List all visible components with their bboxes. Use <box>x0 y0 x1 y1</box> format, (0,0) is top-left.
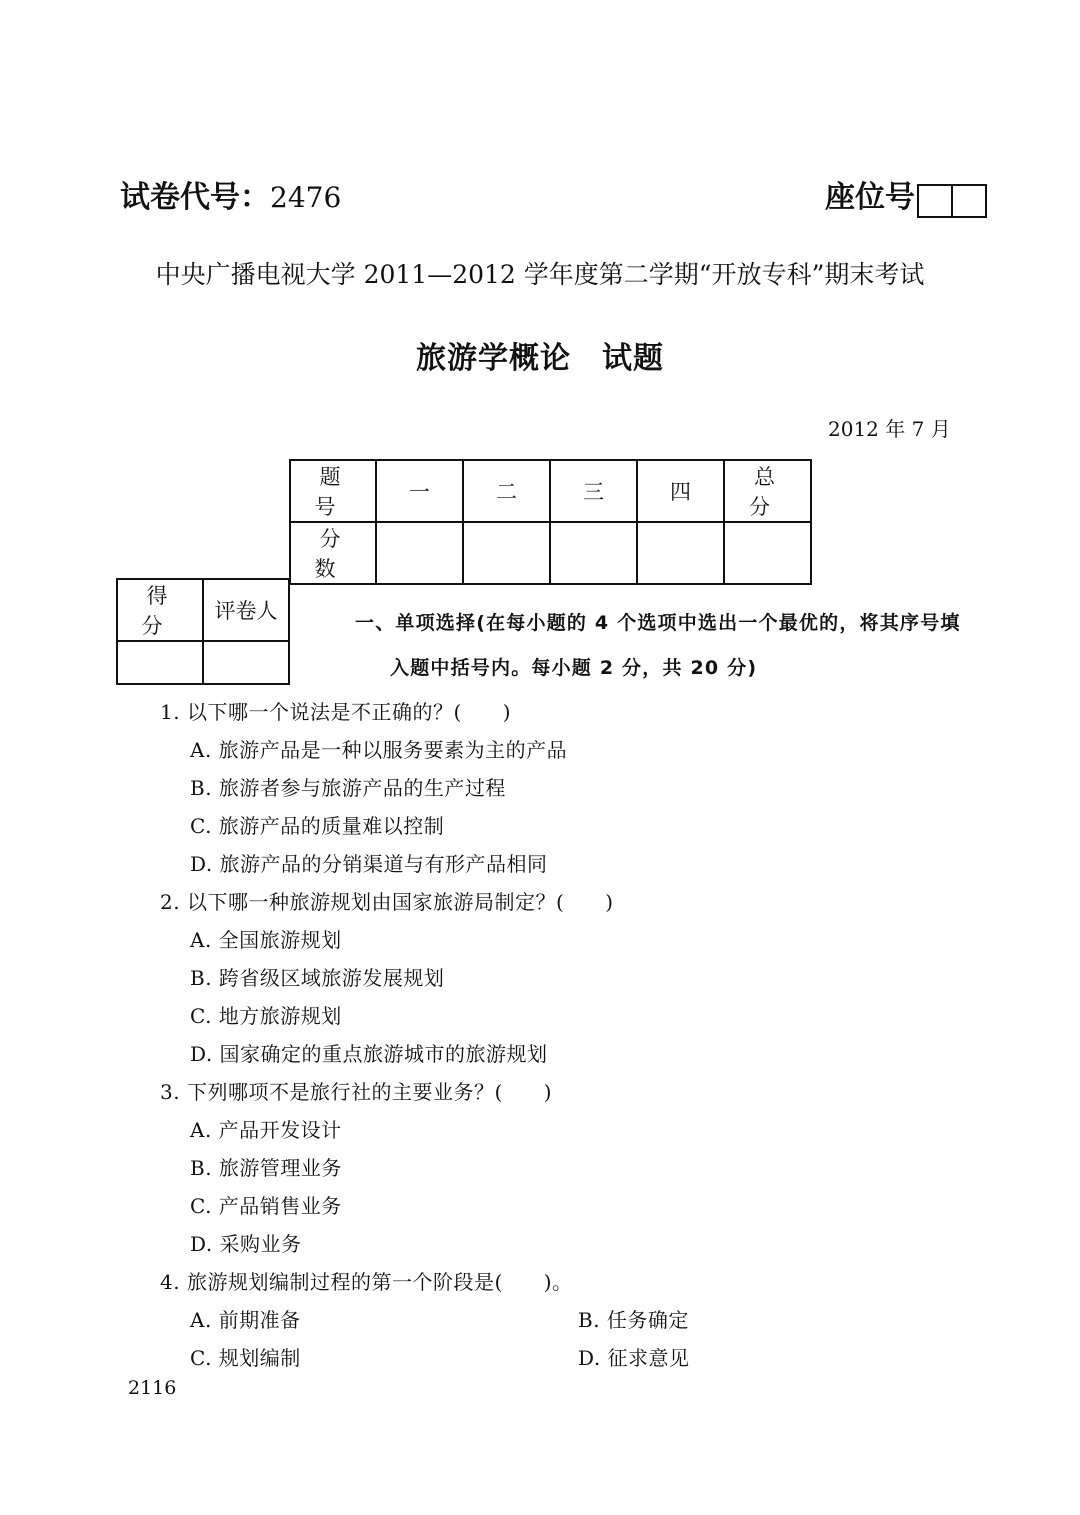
question-option: C. 旅游产品的质量难以控制 <box>190 814 445 838</box>
question-stem: 2. 以下哪一种旅游规划由国家旅游局制定？( ) <box>160 890 614 914</box>
question-option: B. 旅游者参与旅游产品的生产过程 <box>190 776 506 800</box>
score-table-cell: 二 <box>463 460 550 522</box>
seat-number-boxes <box>917 184 987 216</box>
question-option: B. 任务确定 <box>578 1308 689 1332</box>
question-stem: 3. 下列哪项不是旅行社的主要业务？( ) <box>160 1080 553 1104</box>
seat-label: 座位号 <box>825 180 915 215</box>
question-option: C. 地方旅游规划 <box>190 1004 342 1028</box>
question-option: C. 产品销售业务 <box>190 1194 342 1218</box>
question-stem: 1. 以下哪一个说法是不正确的？( ) <box>160 700 512 724</box>
exam-header: 中央广播电视大学 2011—2012 学年度第二学期“开放专科”期末考试 <box>155 260 925 289</box>
paper-code-number: 2476 <box>270 181 342 214</box>
score-input-cell[interactable] <box>550 522 637 584</box>
question-option: D. 采购业务 <box>190 1232 302 1256</box>
grader-table <box>116 578 290 685</box>
subject-title: 旅游学概论 试题 <box>416 341 664 376</box>
score-input-cell[interactable] <box>637 522 724 584</box>
score-table-cell: 四 <box>637 460 724 522</box>
question-option: D. 征求意见 <box>578 1346 690 1370</box>
grader-table-cell: 得 分 <box>117 579 203 641</box>
score-table-cell: 总 分 <box>724 460 811 522</box>
seat-box <box>953 184 987 218</box>
score-table-cell: 一 <box>376 460 463 522</box>
score-table-cell: 分 数 <box>290 522 376 584</box>
question-option: A. 前期准备 <box>190 1308 301 1332</box>
grader-table-input-row <box>117 641 289 684</box>
paper-code-label: 试卷代号： <box>120 180 270 215</box>
score-input-cell[interactable] <box>463 522 550 584</box>
question-option: C. 规划编制 <box>190 1346 301 1370</box>
grader-input-cell[interactable] <box>203 641 289 684</box>
score-table-score-row <box>290 522 811 584</box>
question-option: A. 旅游产品是一种以服务要素为主的产品 <box>190 738 568 762</box>
question-option: D. 旅游产品的分销渠道与有形产品相同 <box>190 852 548 876</box>
seat-box <box>917 184 953 218</box>
exam-date: 2012 年 7 月 <box>828 417 951 441</box>
seat-number <box>825 172 987 216</box>
score-table-cell: 题 号 <box>290 460 376 522</box>
question-option: B. 跨省级区域旅游发展规划 <box>190 966 445 990</box>
score-table-cell: 三 <box>550 460 637 522</box>
question-option: A. 全国旅游规划 <box>190 928 342 952</box>
score-input-cell[interactable] <box>376 522 463 584</box>
paper-code <box>120 172 341 216</box>
grader-table-header-row <box>117 579 289 641</box>
score-table-header-row <box>290 460 811 522</box>
score-input-cell[interactable] <box>724 522 811 584</box>
grader-input-cell[interactable] <box>117 641 203 684</box>
grader-table-cell: 评卷人 <box>203 579 289 641</box>
section-title: 一、单项选择(在每小题的 4 个选项中选出一个最优的，将其序号填 <box>355 612 961 634</box>
score-table <box>289 459 812 585</box>
page-number: 2116 <box>128 1377 177 1399</box>
section-title-continued: 入题中括号内。每小题 2 分，共 20 分) <box>390 657 758 679</box>
question-option: D. 国家确定的重点旅游城市的旅游规划 <box>190 1042 548 1066</box>
question-stem: 4. 旅游规划编制过程的第一个阶段是( )。 <box>160 1270 573 1294</box>
question-option: A. 产品开发设计 <box>190 1118 342 1142</box>
question-option: B. 旅游管理业务 <box>190 1156 342 1180</box>
